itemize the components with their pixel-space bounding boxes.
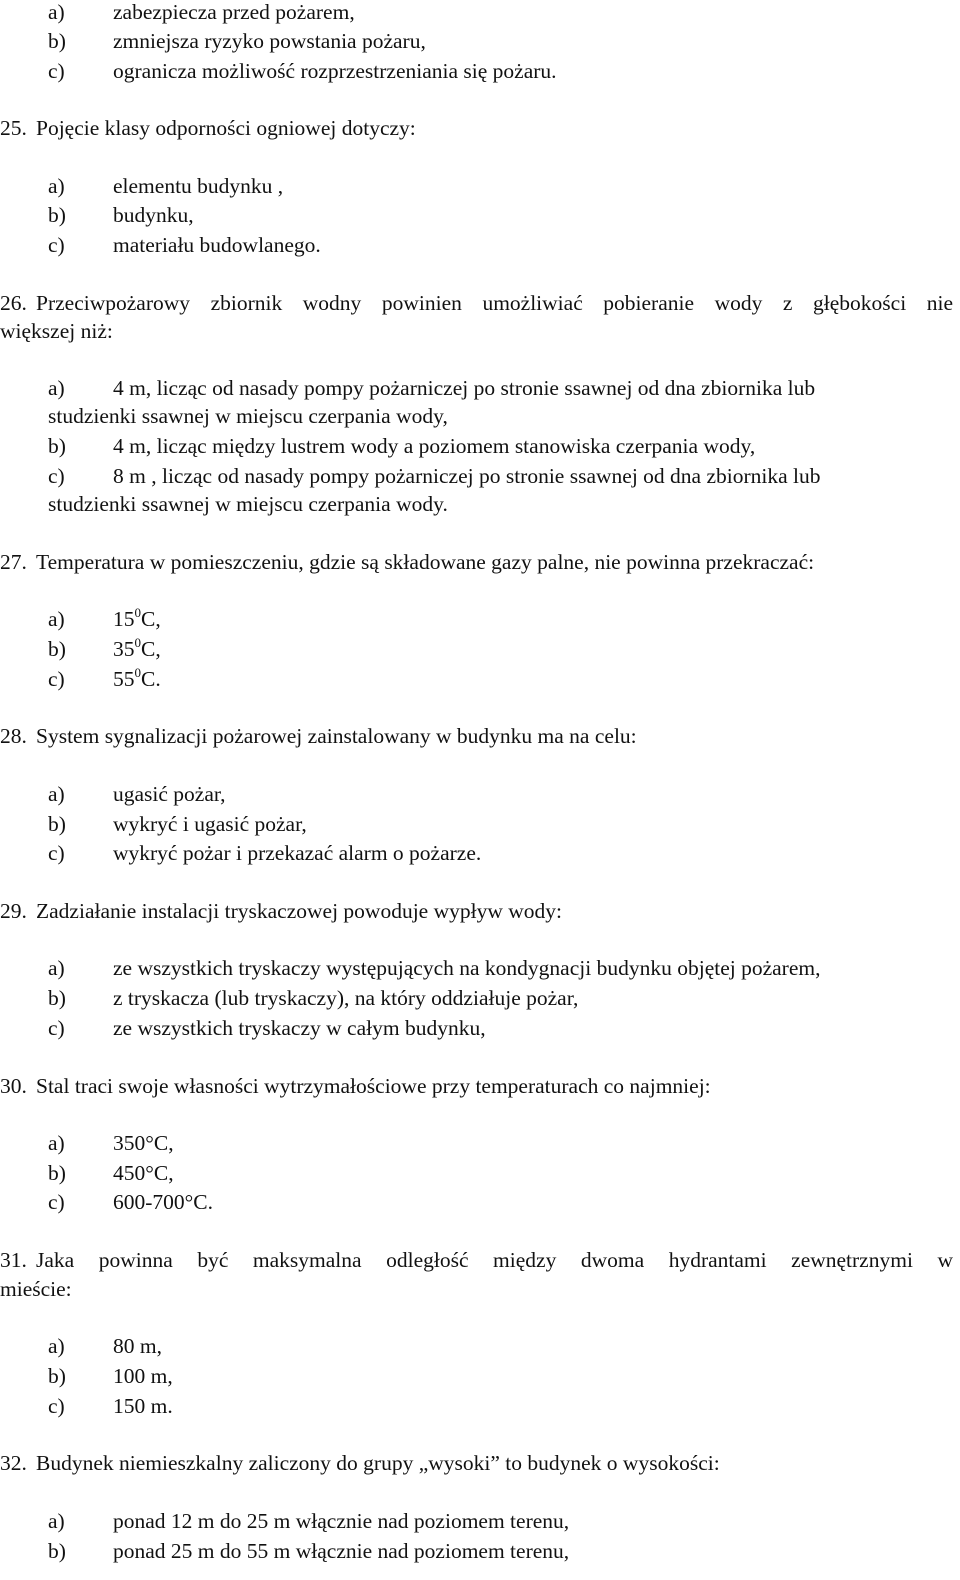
temperature-value: $55^0C$. [113,665,161,691]
temperature-value: $15^0C$, [113,605,161,631]
temperature-value: $35^0C$, [113,635,161,661]
